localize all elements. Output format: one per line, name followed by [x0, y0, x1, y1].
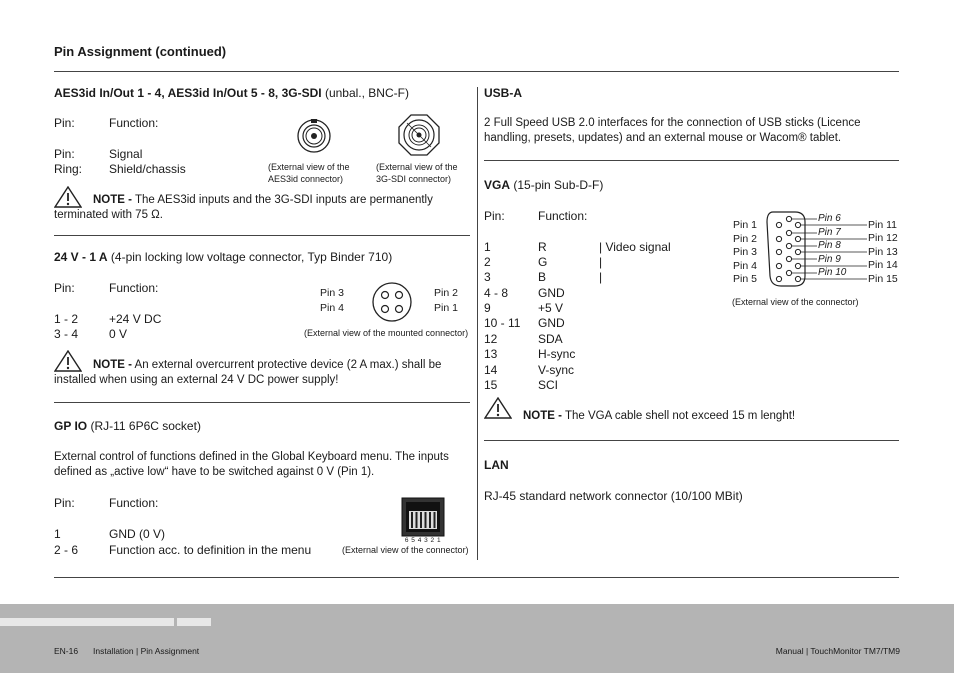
vga-pin-label: Pin 10 [818, 267, 847, 278]
vga-pin-label: Pin 13 [868, 246, 898, 258]
vga-row-note: | Video signal [599, 240, 671, 254]
gpio-row-function: GND (0 V) [109, 527, 166, 541]
warning-icon [484, 397, 512, 419]
vga-pin-label: Pin 1 [733, 219, 757, 231]
gpio-col-function: Function: [109, 496, 159, 510]
vga-pin-label: Pin 8 [818, 240, 841, 251]
vga-pin-label: Pin 12 [868, 232, 898, 244]
aes-heading: AES3id In/Out 1 - 4, AES3id In/Out 5 - 8, 3G-SDI (unbal., BNC-F) [54, 86, 409, 100]
vga-pin-label: Pin 2 [733, 233, 757, 245]
footer-manual-title: Manual | TouchMonitor TM7/TM9 [775, 646, 900, 656]
aes-caption: (External view of the AES3id connector) [268, 162, 350, 184]
power-col-pin: Pin: [54, 281, 75, 295]
divider [484, 160, 899, 161]
aes-row-pin: Ring: [54, 162, 83, 176]
gpio-caption: (External view of the connector) [342, 545, 469, 555]
vga-row-function: G [538, 255, 548, 269]
pin-label: Pin 1 [434, 302, 458, 314]
vga-row-pin: 14 [484, 363, 498, 377]
rj11-connector-icon [401, 497, 445, 537]
divider [54, 235, 470, 236]
bottom-divider [54, 577, 899, 578]
vga-pin-label: Pin 5 [733, 273, 757, 285]
vga-pin-label: Pin 15 [868, 273, 898, 285]
bnc-connector-icon [296, 118, 332, 154]
pin-label: Pin 4 [320, 302, 344, 314]
power-caption: (External view of the mounted connector) [304, 328, 469, 338]
vga-pin-label: Pin 6 [818, 213, 841, 224]
vga-row-function: GND [538, 316, 565, 330]
aes-row-function: Signal [109, 147, 143, 161]
vga-row-note: | [599, 270, 603, 284]
aes-col-function: Function: [109, 116, 159, 130]
vga-caption: (External view of the connector) [732, 297, 859, 307]
usb-text: 2 Full Speed USB 2.0 interfaces for the connection of USB sticks (Licence handling, presets, updates) and an external mouse or Wacom® tablet. [484, 117, 861, 144]
gpio-heading: GP IO (RJ-11 6P6C socket) [54, 419, 201, 433]
bnc-3g-sdi-connector-icon [397, 113, 441, 157]
vga-row-pin: 10 - 11 [484, 316, 521, 330]
vga-row-function: H-sync [538, 347, 576, 361]
power-row-pin: 3 - 4 [54, 327, 79, 341]
vga-row-pin: 1 [484, 240, 491, 254]
gpio-row-pin: 2 - 6 [54, 543, 79, 557]
vga-connector-icon [765, 210, 869, 288]
power-col-function: Function: [109, 281, 159, 295]
vga-row-function: GND [538, 286, 565, 300]
vga-pin-label: Pin 9 [818, 254, 841, 265]
lan-heading: LAN [484, 458, 509, 472]
vga-row-note: | [599, 255, 603, 269]
power-row-function: +24 V DC [109, 312, 162, 326]
vga-row-function: SDA [538, 332, 563, 346]
gpio-description: External control of functions defined in the Global Keyboard menu. The inputs defined as „active low“ have to be switched against 0 V (Pin 1). [54, 451, 449, 478]
footer-progress-bar [0, 618, 174, 626]
aes-row-function: Shield/chassis [109, 162, 186, 176]
vga-row-pin: 2 [484, 255, 491, 269]
vga-row-function: V-sync [538, 363, 575, 377]
vga-row-pin: 15 [484, 378, 498, 392]
power-row-pin: 1 - 2 [54, 312, 79, 326]
aes-row-pin: Pin: [54, 147, 75, 161]
lan-text: RJ-45 standard network connector (10/100 MBit) [484, 489, 743, 503]
vga-row-pin: 4 - 8 [484, 286, 509, 300]
vga-row-function: +5 V [538, 301, 564, 315]
gpio-row-pin: 1 [54, 527, 61, 541]
vga-heading: VGA (15-pin Sub-D-F) [484, 178, 604, 192]
pin-label: Pin 3 [320, 287, 344, 299]
usb-heading: USB-A [484, 86, 522, 100]
power-note: NOTE - An external overcurrent protective device (2 A max.) shall be installed when using an external 24 V DC power supply! [54, 359, 442, 386]
vga-pin-label: Pin 7 [818, 227, 841, 238]
power-heading: 24 V - 1 A (4-pin locking low voltage connector, Typ Binder 710) [54, 250, 393, 264]
pin-label: Pin 2 [434, 287, 458, 299]
vga-row-pin: 12 [484, 332, 498, 346]
vga-row-pin: 13 [484, 347, 498, 361]
column-divider [477, 87, 478, 560]
gpio-col-pin: Pin: [54, 496, 75, 510]
vga-row-function: SCI [538, 378, 559, 392]
top-divider [54, 71, 899, 72]
aes-note: NOTE - The AES3id inputs and the 3G-SDI inputs are permanently terminated with 75 Ω. [54, 194, 433, 221]
footer-page-number: EN-16 [54, 646, 79, 656]
footer-band [0, 604, 954, 673]
vga-pin-label: Pin 14 [868, 259, 898, 271]
vga-pin-label: Pin 11 [868, 219, 897, 231]
vga-pin-label: Pin 3 [733, 246, 757, 258]
footer-section: Installation | Pin Assignment [93, 646, 200, 656]
vga-row-function: B [538, 270, 547, 284]
divider [54, 402, 470, 403]
vga-row-function: R [538, 240, 547, 254]
vga-col-pin: Pin: [484, 209, 505, 223]
vga-col-function: Function: [538, 209, 588, 223]
vga-row-pin: 9 [484, 301, 491, 315]
footer-progress-marker [177, 618, 211, 626]
power-connector-icon [371, 282, 413, 322]
rj11-pin-numbers: 6 5 4 3 2 1 [404, 537, 442, 544]
vga-note: NOTE - The VGA cable shell not exceed 15 m lenght! [523, 410, 796, 422]
power-row-function: 0 V [109, 327, 128, 341]
gpio-row-function: Function acc. to definition in the menu [109, 543, 312, 557]
sdi-caption: (External view of the 3G-SDI connector) [376, 162, 458, 184]
aes-col-pin: Pin: [54, 116, 75, 130]
divider [484, 440, 899, 441]
vga-pin-label: Pin 4 [733, 260, 757, 272]
page-title: Pin Assignment (continued) [54, 44, 227, 59]
vga-row-pin: 3 [484, 270, 491, 284]
